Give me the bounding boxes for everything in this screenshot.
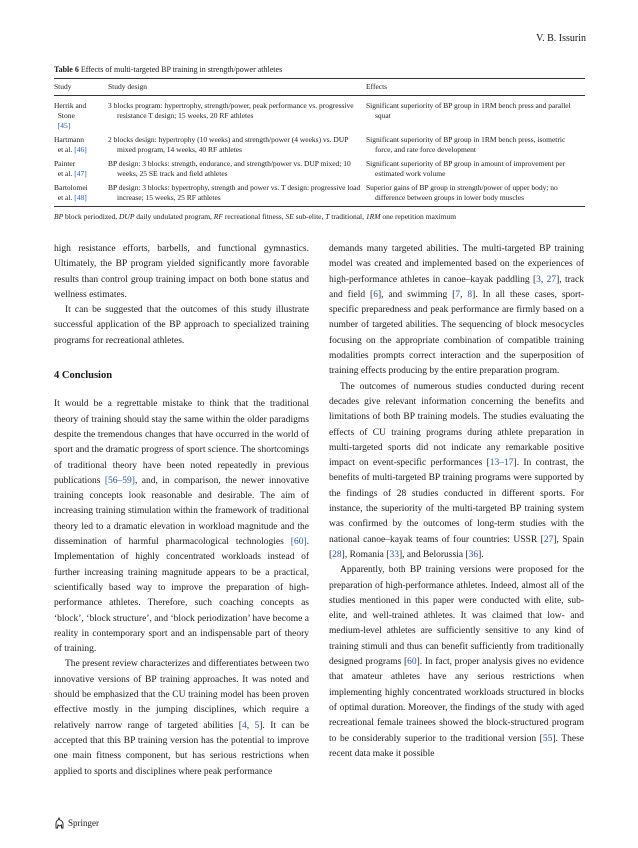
- effects-text: Significant superiority of BP group in 1RM bench press, isometric force, and rate force development: [366, 135, 566, 154]
- paragraph: high resistance efforts, barbells, and functional gymnastics. Ultimately, the BP program yielded significantly more favorable results than control group training impact on both bone status and wellness estimates.: [54, 244, 309, 300]
- column-header-study: Study: [54, 79, 108, 96]
- effects-text: Significant superiority of BP group in amount of improvement per estimated work volume: [366, 159, 566, 178]
- text: ], Spain [: [329, 534, 584, 560]
- citation-link[interactable]: 28: [332, 549, 342, 560]
- effects-cell: [366, 133, 585, 157]
- table-row: [54, 96, 585, 134]
- design-text: BP design: 3 blocks: hypertrophy, strength and power vs. T design: progressive load increase; 15 weeks, 25 RF athletes: [108, 183, 361, 202]
- study-name-cont: et al.: [57, 193, 73, 202]
- page-footer: [54, 817, 99, 829]
- text: ,: [246, 720, 255, 731]
- table-row: [54, 157, 585, 181]
- effects-text: Significant superiority of BP group in 1RM bench press and parallel squat: [366, 101, 571, 120]
- left-column: [54, 242, 309, 780]
- publisher-name: Springer: [68, 818, 99, 828]
- design-text: 3 blocks program: hypertrophy, strength/power, peak performance vs. progressive resistance T design; 15 weeks, 20 RF athletes: [108, 101, 354, 120]
- paragraph: [54, 397, 309, 657]
- abbrev-def: sub-elite,: [295, 212, 324, 221]
- study-name-cont: Stone: [57, 111, 75, 120]
- citation-link[interactable]: 55: [542, 733, 553, 744]
- effects-table: [54, 78, 585, 207]
- paragraph: [329, 380, 584, 564]
- citation-link[interactable]: [45]: [57, 121, 71, 130]
- citation-link[interactable]: 27: [543, 534, 554, 545]
- column-header-effects: Effects: [366, 79, 585, 96]
- citation-link[interactable]: 7: [455, 289, 461, 300]
- effects-cell: [366, 96, 585, 134]
- text: demands many targeted abilities. The multi-targeted BP training model was created and implemented based on the experiences of high-performance athletes in canoe–kayak paddling [: [329, 244, 584, 285]
- design-text: BP design: 3 blocks: strength, endurance, and strength/power vs. DUP mixed; 10 weeks, 25 SE track and field athletes: [108, 159, 351, 178]
- text: ]. It can be accepted that this BP training version has the potential to improve one main fitness component, but has serious restrictions when applied to sports and disciplines where peak performance: [54, 720, 309, 777]
- citation-link[interactable]: 33: [389, 549, 399, 560]
- abbrev-def: traditional,: [331, 212, 364, 221]
- text: ], track and field [: [329, 274, 584, 300]
- citation-link[interactable]: 6: [373, 289, 378, 300]
- paragraph: [329, 242, 584, 380]
- abbrev-def: block periodized,: [65, 212, 118, 221]
- citation-link[interactable]: 36: [468, 549, 479, 560]
- study-name: Bartolomei: [54, 183, 88, 192]
- effects-cell: [366, 157, 585, 181]
- text: ,: [540, 274, 547, 285]
- study-name: Hartmann: [54, 135, 84, 144]
- text: ]. In all these cases, sport-specific preparedness and peak performance are firmly based on a number of targeted abilities. The sequencing of block mesocycles focusing on the appropriate combination of compatible training modalities prompts correct interaction and the superposition of training effects producing by the entire preparation program.: [329, 289, 584, 377]
- citation-link[interactable]: 27: [546, 274, 557, 285]
- abbrev-def: daily undulated program,: [136, 212, 212, 221]
- abbrev: DUP: [119, 212, 135, 221]
- section-heading: 4 Conclusion: [54, 370, 113, 382]
- study-name-cont: et al.: [57, 145, 73, 154]
- citation-link[interactable]: 5: [254, 720, 260, 731]
- abbrev: RF: [213, 212, 223, 221]
- citation-link[interactable]: 4: [241, 720, 247, 731]
- citation-link[interactable]: [56–59]: [104, 475, 135, 486]
- citation-link[interactable]: 13–17: [489, 458, 514, 469]
- study-cell: [54, 157, 108, 181]
- text: The present review characterizes and differentiates between two innovative versions of BP training approaches. It was noted and should be emphasized that the CU training model has been proven effective mostly in the jumping disciplines, which require a relatively narrow range of targeted abilities [: [54, 659, 309, 731]
- study-cell: [54, 133, 108, 157]
- citation-link[interactable]: [47]: [74, 169, 87, 178]
- study-cell: [54, 96, 108, 134]
- design-text: 2 blocks design: hypertrophy (10 weeks) and strength/power (4 weeks) vs. DUP mixed program, 14 weeks, 40 RF athletes: [108, 135, 349, 154]
- right-column: [329, 242, 584, 762]
- text: It would be a regrettable mistake to think that the traditional theory of training should stay the same within the older paradigms despite the tremendous changes that have occurred in the world of sport and the dramatic progress of sport science. The shortcomings of traditional theory have been noted repeatedly in previous publications: [54, 399, 309, 486]
- abbrev-def: one repetition maximum: [382, 212, 457, 221]
- citation-link[interactable]: [46]: [74, 145, 87, 154]
- running-header-author: V. B. Issurin: [536, 33, 586, 44]
- study-name-cont: et al.: [57, 169, 73, 178]
- citation-link[interactable]: 8: [467, 289, 473, 300]
- abbrev: BP: [54, 212, 64, 221]
- citation-link[interactable]: [60]: [290, 537, 307, 548]
- paragraph: [329, 563, 584, 762]
- springer-horse-icon: [54, 817, 65, 829]
- effects-cell: [366, 181, 585, 207]
- table-header-row: [54, 79, 585, 96]
- abbrev-def: recreational fitness,: [224, 212, 284, 221]
- table-row: [54, 181, 585, 207]
- text: Apparently, both BP training versions were proposed for the preparation of high-performance athletes. Indeed, almost all of the studies mentioned in this paper were conducted with elite, sub-elite, and well-trained athletes. It was claimed that low- and medium-level athletes are sufficiently sensitive to any kind of training stimuli and thus can benefit sufficiently from traditionally designed programs [: [329, 565, 584, 668]
- abbrev: T: [325, 212, 330, 221]
- abbrev: SE: [285, 212, 294, 221]
- text: ]. In fact, proper analysis gives no evidence that amateur athletes have any serious restrictions when implementing highly concentrated workloads structured in blocks of optimal duration. Moreover, the findings of the study with aged recreational female trainees showed the block-structured program to be considerably superior to the traditional version [: [329, 657, 584, 744]
- text: The outcomes of numerous studies conducted during recent decades give relevant information concerning the benefits and limitations of both BP training models. The studies evaluating the effects of CU training programs during athlete preparation in multi-targeted sports did not indicate any remarkable positive impact on event-specific performances [: [329, 381, 584, 469]
- design-cell: [108, 157, 366, 181]
- abbrev: 1RM: [365, 212, 381, 221]
- citation-link[interactable]: [48]: [74, 193, 87, 202]
- citation-link[interactable]: 3: [536, 274, 541, 285]
- paragraph: [54, 657, 309, 779]
- text: ,: [460, 289, 468, 300]
- citation-link[interactable]: 60: [407, 657, 417, 668]
- text: ]. In contrast, the benefits of multi-targeted BP training programs were supported by the findings of 28 studies conducted in different sports. For instance, the superiority of the multi-targeted BP training system was confirmed by the outcomes of long-term studies with the national canoe–kayak teams of four countries: USSR [: [329, 458, 585, 545]
- study-cell: [54, 181, 108, 207]
- design-cell: [108, 133, 366, 157]
- paragraph: It can be suggested that the outcomes of this study illustrate successful application of the BP approach to specialized training programs for recreational athletes.: [54, 305, 309, 346]
- table-caption: [54, 65, 282, 74]
- text: . Implementation of highly concentrated workloads instead of further increasing training magnitude appears to be a practical, scientifically based way to improve the preparation of high-performance athletes. Therefore, such coaching concepts as ‘block’, ‘block structure’, and ‘block periodization’ have become a reality in contemporary sport and an indispensable part of theory of training.: [54, 537, 309, 655]
- text: ], and swimming [: [377, 289, 456, 300]
- study-name: Herrik and: [54, 101, 87, 110]
- text: ].: [478, 549, 484, 560]
- column-header-design: Study design: [108, 79, 366, 96]
- study-name: Painter: [54, 159, 76, 168]
- design-cell: [108, 96, 366, 134]
- effects-text: Superior gains of BP group in strength/power of upper body; no difference between groups in lower body muscles: [366, 183, 558, 202]
- design-cell: [108, 181, 366, 207]
- text: , and, in comparison, the newer innovative training concepts look reasonable and desirable. The aim of increasing training stimulation within the framework of traditional theory led to a dramatic elevation in workload magnitude and the dissemination of harmful pharmacological technologies: [54, 475, 309, 548]
- table-caption-text: Effects of multi-targeted BP training in strength/power athletes: [80, 65, 283, 74]
- text: ], and Belorussia [: [398, 549, 469, 560]
- table-footnote: [54, 212, 456, 221]
- text: ]. These recent data make it possible: [329, 733, 584, 759]
- table-label: Table 6: [54, 65, 79, 74]
- text: ], Romania [: [341, 549, 390, 560]
- table-row: [54, 133, 585, 157]
